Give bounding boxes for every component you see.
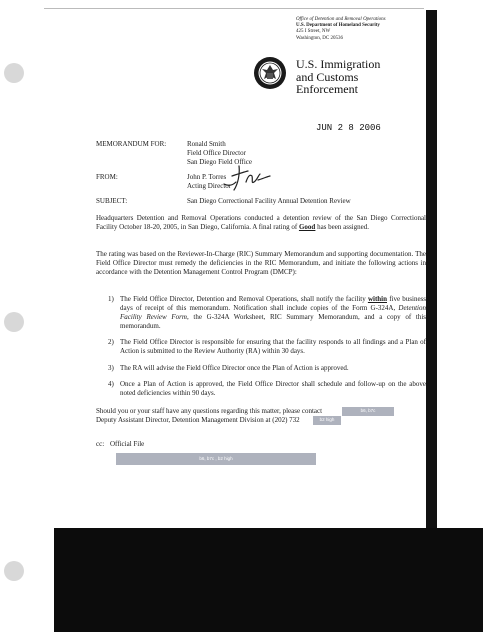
- recipient-name: Ronald Smith: [187, 140, 226, 148]
- item-3-number: 3): [108, 364, 114, 372]
- street-line: 425 I Street, NW: [296, 29, 331, 35]
- scan-bottom-band: [54, 528, 483, 632]
- punch-hole-top: [4, 63, 24, 83]
- recipient-title: Field Office Director: [187, 149, 246, 157]
- item-4-text: Once a Plan of Action is approved, the Field Office Director shall schedule and follow-up on the above noted deficiencies within 90 days.: [120, 380, 426, 397]
- item-1-number: 1): [108, 295, 114, 303]
- item-4-number: 4): [108, 380, 114, 388]
- item-2-number: 2): [108, 338, 114, 346]
- department-line: U.S. Department of Homeland Security: [296, 23, 380, 29]
- punch-hole-bottom: [4, 561, 24, 581]
- office-line: Office of Detention and Removal Operations: [296, 17, 386, 22]
- dhs-seal-icon: [253, 56, 287, 90]
- closing-line-1: Should you or your staff have any questions regarding this matter, please contact: [96, 407, 323, 415]
- cc-value: Official File: [110, 440, 145, 448]
- agency-line-1: U.S. Immigration: [296, 57, 381, 71]
- item-3-text: The RA will advise the Field Office Director once the Plan of Action is approved.: [120, 364, 349, 372]
- signature-icon: [222, 160, 272, 196]
- agency-name: [296, 58, 380, 96]
- sender-name: John P. Torres: [187, 173, 227, 181]
- scan-right-edge: [426, 10, 437, 528]
- agency-line-3: Enforcement: [296, 82, 358, 96]
- closing-line-2: Deputy Assistant Director, Detention Management Division at (202) 732: [96, 416, 300, 424]
- item-2-text: The Field Office Director is responsible for ensuring that the facility responds to all findings and a Plan of Action is submitted to the Review Authority (RA) within 30 days.: [120, 338, 426, 355]
- cc-label: cc:: [96, 440, 105, 448]
- scan-top-line: [44, 8, 424, 9]
- sender-title: Acting Director: [187, 182, 232, 190]
- rating-value: Good: [298, 223, 316, 231]
- recipient-office: San Diego Field Office: [187, 158, 252, 166]
- letterhead-address: [296, 17, 386, 42]
- agency-line-2: and Customs: [296, 69, 359, 84]
- redaction-block: b2 high: [313, 416, 341, 425]
- city-line: Washington, DC 20536: [296, 35, 343, 41]
- memo-subject-label: SUBJECT:: [96, 197, 128, 205]
- memo-subject: San Diego Correctional Facility Annual Detention Review: [187, 197, 351, 205]
- memo-for-label: MEMORANDUM FOR:: [96, 140, 167, 148]
- redaction-block: b6, b7c: [342, 407, 394, 416]
- redaction-block: b6, b7c , b2 high: [116, 453, 316, 465]
- item-1-text: The Field Office Director, Detention and Removal Operations, shall notify the facility within five business days of receipt of this memorandum. Notification shall include copies of the Form G-324A, Detention Facility Review Form, the G-324A Worksheet, RIC Summary Memorandum, and a copy of this memorandum.: [120, 295, 426, 330]
- paragraph-2: The rating was based on the Reviewer-In-Charge (RIC) Summary Memorandum and supporting documentation. The Field Office Director must remedy the deficiencies in the RIC Memorandum, and initiate the following actions in accordance with the Detention Management Control Program (DMCP):: [96, 250, 426, 276]
- date-stamp: JUN 2 8 2006: [316, 123, 381, 133]
- punch-hole-middle: [4, 312, 24, 332]
- paragraph-1: Headquarters Detention and Removal Operations conducted a detention review of the San Diego Correctional Facility October 18-20, 2005, in San Diego, California. A final rating of Good has been assigned.: [96, 214, 426, 231]
- memo-from-label: FROM:: [96, 173, 118, 181]
